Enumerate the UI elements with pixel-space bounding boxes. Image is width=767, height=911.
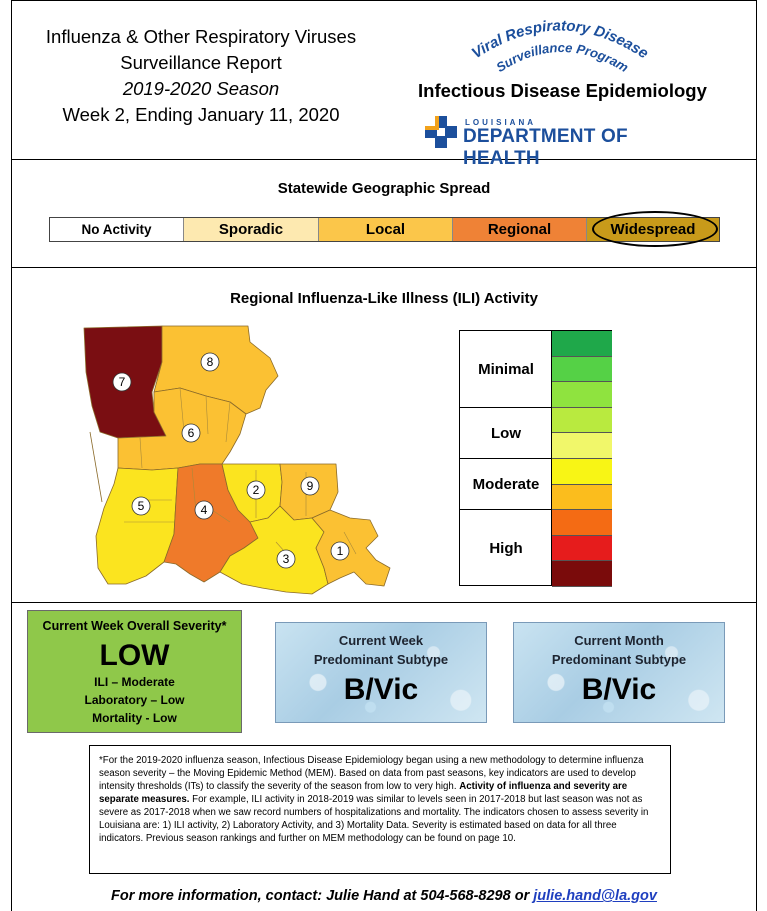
month-subtype-title1: Current Month: [574, 633, 664, 648]
svg-text:3: 3: [282, 552, 290, 566]
legend-moderate: Moderate: [460, 459, 552, 510]
region-label-3: [277, 550, 295, 568]
region-label-6: [182, 424, 200, 442]
report-title: Influenza & Other Respiratory Viruses: [45, 26, 357, 47]
report-title-block: [16, 24, 386, 128]
program-line1: Viral Respiratory Disease: [468, 17, 652, 63]
svg-text:4: 4: [200, 503, 208, 517]
month-subtype-box: [513, 622, 725, 723]
division-name: Infectious Disease Epidemiology: [418, 80, 707, 101]
svg-text:6: 6: [187, 426, 195, 440]
svg-text:2: 2: [252, 483, 260, 497]
week-subtype-title1: Current Week: [338, 633, 424, 648]
region-label-4: [195, 501, 213, 519]
legend-swatch: [552, 331, 612, 357]
svg-text:Viral Respiratory Disease: [469, 17, 652, 62]
contact-email-link[interactable]: julie.hand@la.gov: [533, 888, 657, 904]
divider: [11, 267, 757, 268]
doh-cross-icon: [423, 114, 459, 150]
week-subtype-box: [275, 622, 487, 723]
severity-level: LOW: [99, 639, 170, 672]
spread-no-activity: No Activity: [50, 218, 184, 241]
region-5: [96, 468, 178, 584]
spread-local: Local: [319, 218, 453, 241]
month-subtype-value: B/Vic: [581, 673, 657, 706]
severity-title: Current Week Overall Severity*: [42, 619, 227, 633]
legend-swatch: [552, 382, 612, 408]
region-label-2: [247, 481, 265, 499]
contact-line: [11, 888, 757, 904]
legend-minimal: Minimal: [460, 331, 552, 408]
legend-swatch: [552, 408, 612, 434]
louisiana-region-map: [80, 322, 420, 600]
note-emphasis: Activity of influenza and severity are separate measures.: [99, 781, 628, 805]
divider: [11, 602, 757, 603]
spread-widespread: Widespread: [587, 218, 719, 241]
legend-swatch: [552, 357, 612, 383]
region-label-9: [301, 477, 319, 495]
report-subtitle: Surveillance Report: [120, 52, 282, 73]
svg-text:7: 7: [118, 375, 126, 389]
legend-swatch: [552, 536, 612, 562]
legend-swatch: [552, 510, 612, 536]
svg-text:Surveillance Program: [493, 40, 631, 75]
severity-ili: ILI – Moderate: [94, 675, 175, 689]
region-label-1: [331, 542, 349, 560]
legend-swatches: [552, 331, 612, 585]
region-label-8: [201, 353, 219, 371]
region-label-7: [113, 373, 131, 391]
severity-box: [27, 610, 242, 733]
legend-swatch: [552, 561, 612, 587]
doh-name: DEPARTMENT OF HEALTH: [463, 126, 628, 169]
note-body: For example, ILI activity in 2018-2019 was similar to levels seen in 2017-2018 but last season was not as severe as 2017-2018 when we saw record numbers of hospitalizations and mortality. The indicators chosen to assess severity in Louisiana are: 1) ILI activity, 2) Laboratory Activity, and 3) Mortality Data. Severity is estimated based on data for all three indicators. Previous season rankings and further on MEM methodology can be found on page 10.: [99, 794, 649, 844]
severity-lab: Laboratory – Low: [84, 693, 185, 707]
severity-mortality: Mortality - Low: [92, 711, 177, 725]
spread-sporadic: Sporadic: [184, 218, 319, 241]
month-subtype-title2: Predominant Subtype: [551, 652, 687, 667]
svg-text:5: 5: [137, 499, 145, 513]
doh-logo: [423, 114, 683, 169]
week-subtype-value: B/Vic: [343, 673, 419, 706]
methodology-note: [89, 745, 671, 874]
legend-swatch: [552, 485, 612, 511]
program-line2: Surveillance Program: [493, 39, 632, 76]
doh-state: LOUISIANA: [465, 118, 536, 127]
current-spread-marker: [592, 211, 718, 247]
legend-swatch: [552, 433, 612, 459]
note-intro: *For the 2019-2020 influenza season, Infectious Disease Epidemiology began using a new methodology to determine influenza season severity – the Moving Epidemic Method (MEM). Based on data from past seasons, key indicators are used to develop intensity thresholds (ITs) to classify the severity of the season from low to very high.: [99, 755, 644, 792]
legend-swatch: [552, 459, 612, 485]
legend-low: Low: [460, 408, 552, 459]
season-label: 2019-2020 Season: [122, 78, 280, 99]
spread-title: Statewide Geographic Spread: [277, 180, 491, 197]
legend-high: High: [489, 540, 523, 557]
week-label: Week 2, Ending January 11, 2020: [62, 104, 340, 125]
svg-text:8: 8: [206, 355, 214, 369]
ili-legend: [459, 330, 612, 586]
contact-text: For more information, contact: Julie Hand at 504-568-8298 or: [111, 888, 534, 904]
program-logo: [455, 8, 665, 88]
svg-text:1: 1: [336, 544, 344, 558]
ili-title: Regional Influenza-Like Illness (ILI) Activity: [230, 290, 538, 307]
svg-text:9: 9: [306, 479, 314, 493]
week-subtype-title2: Predominant Subtype: [313, 652, 449, 667]
spread-regional: Regional: [453, 218, 587, 241]
region-label-5: [132, 497, 150, 515]
